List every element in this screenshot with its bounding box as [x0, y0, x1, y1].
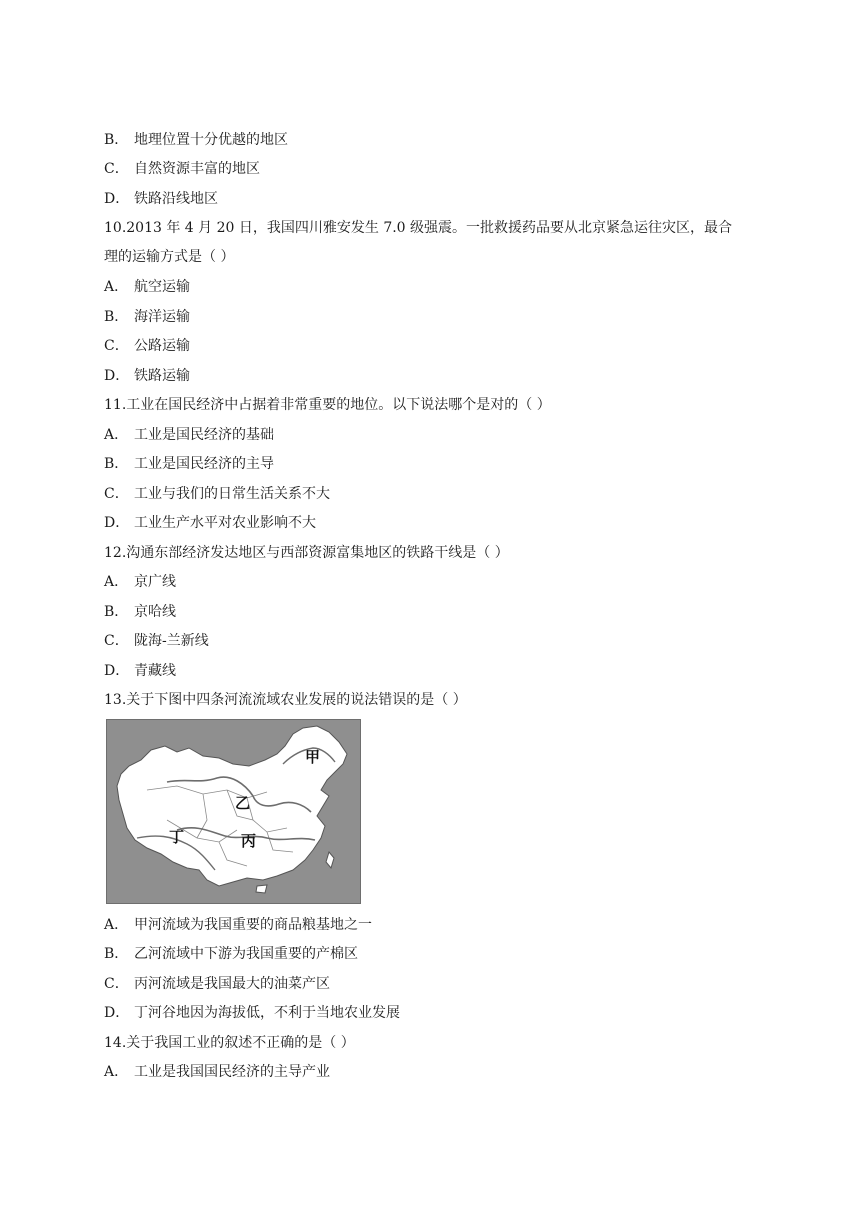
option-text: 工业生产水平对农业影响不大: [134, 515, 316, 531]
option-label: C．: [104, 486, 129, 502]
option-text: 陇海-兰新线: [134, 633, 209, 649]
q9-option-c: [104, 160, 764, 178]
option-text: 自然资源丰富的地区: [134, 161, 260, 177]
option-label: C．: [104, 161, 129, 177]
q11-option-d: [104, 514, 764, 532]
q12-option-c: [104, 632, 764, 650]
q14-stem: 14.关于我国工业的叙述不正确的是（ ）: [104, 1035, 355, 1051]
q9-option-b: [104, 131, 764, 149]
option-label: D．: [104, 1005, 130, 1021]
q10-option-a: [104, 278, 764, 296]
option-text: 航空运输: [134, 279, 190, 295]
q11-option-c: [104, 485, 764, 503]
map-label-bing: 丙: [241, 832, 257, 850]
option-label: D．: [104, 368, 130, 384]
option-text: 工业是国民经济的基础: [134, 427, 274, 443]
option-label: B．: [104, 604, 129, 620]
q9-option-d: [104, 190, 764, 208]
option-text: 铁路沿线地区: [134, 191, 218, 207]
option-label: B．: [104, 309, 129, 325]
option-text: 丁河谷地因为海拔低，不利于当地农业发展: [134, 1005, 400, 1021]
q14-option-a: [104, 1063, 764, 1081]
option-label: C．: [104, 633, 129, 649]
q11-option-a: [104, 426, 764, 444]
option-text: 京哈线: [134, 604, 176, 620]
q10-stem-line2: 理的运输方式是（ ）: [104, 249, 235, 265]
option-text: 公路运输: [134, 338, 190, 354]
map-label-jia: 甲: [305, 748, 321, 766]
option-text: 乙河流域中下游为我国重要的产棉区: [134, 946, 358, 962]
china-river-map: [106, 719, 361, 904]
option-label: B．: [104, 132, 129, 148]
option-label: B．: [104, 456, 129, 472]
china-outline-drawing: [107, 720, 360, 903]
map-label-yi: 乙: [235, 794, 251, 812]
option-label: C．: [104, 338, 129, 354]
q13-option-a: [104, 916, 764, 934]
q10-stem-line1: 10.2013 年 4 月 20 日，我国四川雅安发生 7.0 级强震。一批救援药品要从北京紧急运往灾区，最合: [104, 220, 733, 236]
option-text: 工业是我国国民经济的主导产业: [134, 1064, 330, 1080]
option-text: 甲河流域为我国重要的商品粮基地之一: [134, 917, 372, 933]
q10-option-b: [104, 308, 764, 326]
option-label: A．: [104, 574, 129, 590]
option-text: 地理位置十分优越的地区: [134, 132, 288, 148]
option-text: 丙河流域是我国最大的油菜产区: [134, 976, 330, 992]
option-label: A．: [104, 917, 129, 933]
q10-option-d: [104, 367, 764, 385]
q12-option-b: [104, 603, 764, 621]
q12-option-a: [104, 573, 764, 591]
option-label: D．: [104, 191, 130, 207]
option-label: A．: [104, 427, 129, 443]
q13-option-c: [104, 975, 764, 993]
q10-option-c: [104, 337, 764, 355]
option-label: D．: [104, 515, 130, 531]
option-text: 海洋运输: [134, 309, 190, 325]
q11-stem: 11.工业在国民经济中占据着非常重要的地位。以下说法哪个是对的（ ）: [104, 397, 551, 413]
q13-option-d: [104, 1004, 764, 1022]
option-label: A．: [104, 1064, 129, 1080]
option-label: B．: [104, 946, 129, 962]
option-label: D．: [104, 663, 130, 679]
map-label-ding: 丁: [169, 828, 185, 846]
q12-stem: 12.沟通东部经济发达地区与西部资源富集地区的铁路干线是（ ）: [104, 545, 509, 561]
option-text: 工业是国民经济的主导: [134, 456, 274, 472]
q11-option-b: [104, 455, 764, 473]
option-text: 京广线: [134, 574, 176, 590]
q13-option-b: [104, 945, 764, 963]
option-label: A．: [104, 279, 129, 295]
q12-option-d: [104, 662, 764, 680]
option-text: 工业与我们的日常生活关系不大: [134, 486, 330, 502]
option-label: C．: [104, 976, 129, 992]
option-text: 青藏线: [134, 663, 176, 679]
q13-stem: 13.关于下图中四条河流流域农业发展的说法错误的是（ ）: [104, 692, 467, 708]
option-text: 铁路运输: [134, 368, 190, 384]
